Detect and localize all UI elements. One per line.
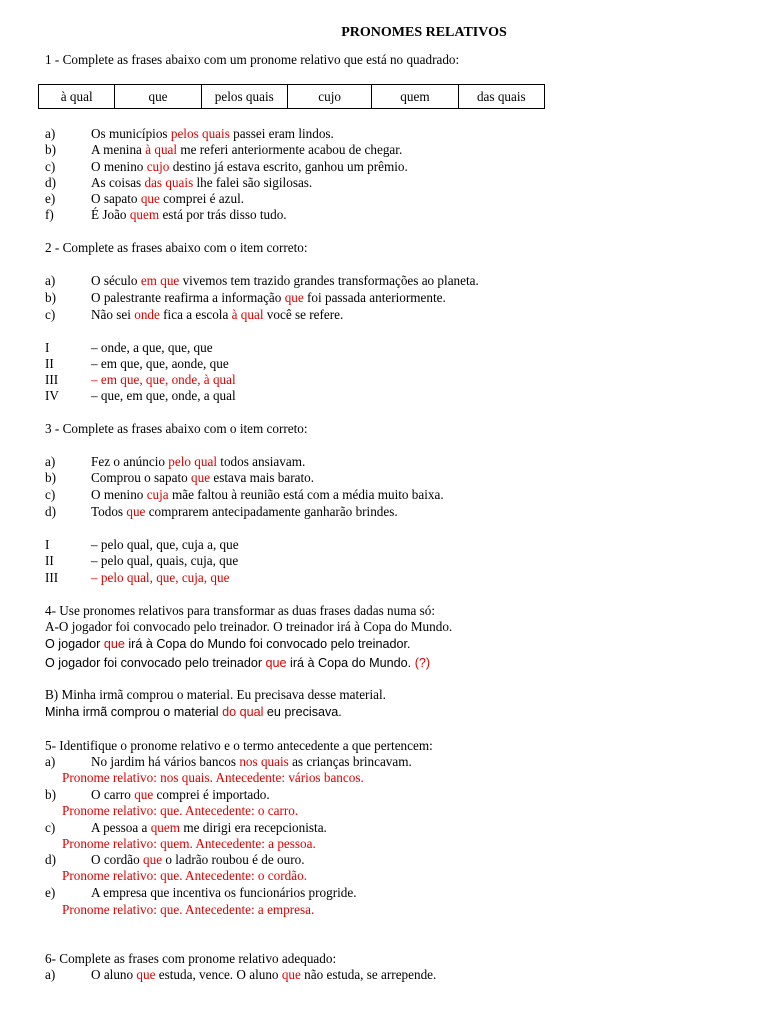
q3-item: d) Todos que comprarem antecipadamente ganharão brindes. — [45, 504, 398, 519]
q5-item: e) A empresa que incentiva os funcionários progride. — [45, 885, 357, 900]
q1-option: das quais — [458, 85, 544, 109]
q5-item: a) No jardim há vários bancos nos quais as crianças brincavam. — [45, 754, 412, 769]
q2-choice: I – onde, a que, que, que — [45, 340, 213, 355]
q6-item: a) O aluno que estuda, vence. O aluno que não estuda, se arrepende. — [45, 967, 437, 982]
q5-answer: Pronome relativo: que. Antecedente: o carro. — [62, 803, 299, 818]
q5-item: d) O cordão que o ladrão roubou é de ouro. — [45, 852, 305, 867]
q4-heading: 4- Use pronomes relativos para transformar as duas frases dadas numa só: — [45, 603, 436, 618]
q1-item: e) O sapato que comprei é azul. — [45, 191, 245, 206]
q1-option: que — [115, 85, 201, 109]
q2-item: b) O palestrante reafirma a informação que foi passada anteriormente. — [45, 290, 446, 305]
q1-option: à qual — [39, 85, 115, 109]
q4-a-text: A-O jogador foi convocado pelo treinador. O treinador irá à Copa do Mundo. — [45, 619, 453, 634]
q1-item: a) Os municípios pelos quais passei eram lindos. — [45, 126, 334, 141]
q3-item: a) Fez o anúncio pelo qual todos ansiavam. — [45, 454, 306, 469]
q1-option: cujo — [287, 85, 371, 109]
q2-item: c) Não sei onde fica a escola à qual você se refere. — [45, 307, 344, 322]
q5-item: b) O carro que comprei é importado. — [45, 787, 270, 802]
q3-choice-correct: III – pelo qual, que, cuja, que — [45, 570, 230, 585]
q3-item: b) Comprou o sapato que estava mais barato. — [45, 470, 315, 485]
q1-item: d) As coisas das quais lhe falei são sigilosas. — [45, 175, 313, 190]
q1-item: b) A menina à qual me referi anteriormente acabou de chegar. — [45, 142, 403, 157]
q2-choice-correct: III – em que, que, onde, à qual — [45, 372, 236, 387]
q6-heading: 6- Complete as frases com pronome relativo adequado: — [45, 951, 337, 966]
q1-option: pelos quais — [201, 85, 287, 109]
q2-choice: II – em que, que, aonde, que — [45, 356, 229, 371]
q4-b-text: B) Minha irmã comprou o material. Eu precisava desse material. — [45, 687, 386, 702]
q5-answer: Pronome relativo: que. Antecedente: a empresa. — [62, 902, 315, 917]
q4-b-answer: Minha irmã comprou o material do qual eu precisava. — [45, 705, 342, 719]
q1-item: c) O menino cujo destino já estava escrito, ganhou um prêmio. — [45, 159, 408, 174]
q5-answer: Pronome relativo: quem. Antecedente: a pessoa. — [62, 836, 316, 851]
q2-choice: IV – que, em que, onde, a qual — [45, 388, 236, 403]
q5-answer: Pronome relativo: que. Antecedente: o cordão. — [62, 868, 307, 883]
q5-item: c) A pessoa a quem me dirigi era recepcionista. — [45, 820, 327, 835]
q5-heading: 5- Identifique o pronome relativo e o termo antecedente a que pertencem: — [45, 738, 433, 753]
q1-options-table — [38, 84, 545, 109]
q3-choice: II – pelo qual, quais, cuja, que — [45, 553, 239, 568]
q2-item: a) O século em que vivemos tem trazido grandes transformações ao planeta. — [45, 273, 479, 288]
q5-answer: Pronome relativo: nos quais. Antecedente: vários bancos. — [62, 770, 364, 785]
q4-a-answer-2: O jogador foi convocado pelo treinador que irá à Copa do Mundo. (?) — [45, 656, 431, 670]
q1-option: quem — [372, 85, 458, 109]
q1-item: f) É João quem está por trás disso tudo. — [45, 207, 287, 222]
q3-choice: I – pelo qual, que, cuja a, que — [45, 537, 239, 552]
q4-a-answer-1: O jogador que irá à Copa do Mundo foi convocado pelo treinador. — [45, 637, 411, 651]
q3-heading: 3 - Complete as frases abaixo com o item correto: — [45, 421, 308, 436]
q3-item: c) O menino cuja mãe faltou à reunião está com a média muito baixa. — [45, 487, 444, 502]
q2-heading: 2 - Complete as frases abaixo com o item correto: — [45, 240, 308, 255]
q1-heading: 1 - Complete as frases abaixo com um pronome relativo que está no quadrado: — [45, 52, 460, 67]
page-title: PRONOMES RELATIVOS — [341, 25, 507, 40]
